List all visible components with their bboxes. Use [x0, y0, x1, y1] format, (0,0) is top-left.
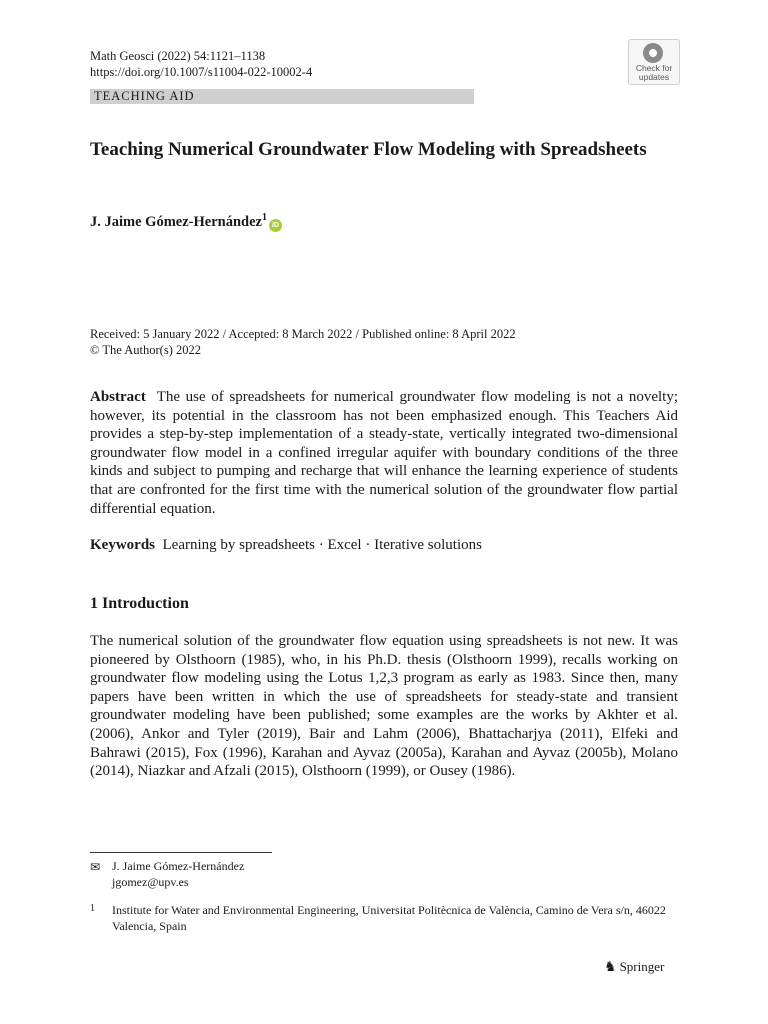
section-heading-introduction: 1 Introduction: [90, 595, 189, 612]
envelope-icon: ✉: [90, 860, 101, 874]
badge-text: Check for updates: [635, 63, 673, 82]
abstract: [90, 388, 678, 518]
section-label: TEACHING AID: [94, 89, 195, 103]
orcid-icon[interactable]: iD: [269, 219, 282, 232]
article-title: Teaching Numerical Groundwater Flow Modeling with Spreadsheets: [90, 139, 647, 160]
footnote-author: J. Jaime Gómez-Hernández: [112, 859, 245, 873]
crossmark-icon: [643, 43, 663, 63]
footnote-rule: [90, 852, 272, 853]
abstract-label: Abstract: [90, 389, 146, 405]
author-name: J. Jaime Gómez-Hernández: [90, 213, 262, 230]
keywords: [90, 536, 678, 555]
footnote-email[interactable]: jgomez@upv.es: [112, 875, 189, 889]
footnote-affiliation: Institute for Water and Environmental Engineering, Universitat Politècnica de València, Camino de Vera s/n, 46022 Valencia, Spain: [112, 903, 666, 933]
author-line: [90, 209, 282, 232]
introduction-paragraph: [90, 632, 678, 781]
publisher-logo: [604, 958, 664, 976]
article-copyright: © The Author(s) 2022: [90, 343, 201, 357]
check-for-updates-badge[interactable]: [628, 39, 680, 85]
author-affil-sup: 1: [261, 212, 267, 223]
doi-link[interactable]: https://doi.org/10.1007/s11004-022-10002-4: [90, 65, 313, 79]
keywords-text: Learning by spreadsheets · Excel · Iterative solutions: [162, 537, 482, 553]
springer-horse-icon: ♞: [604, 959, 617, 975]
abstract-text: The use of spreadsheets for numerical groundwater flow modeling is not a novelty; however, its potential in the classroom has not been emphasized enough. This Teachers Aid provides a step-by-step implementation of a steady-state, vertically integrated two-dimensional groundwater flow model in a confined irregular aquifer with boundary conditions of the three kinds and subject to pumping and recharge that will enhance the learning experience of students that are confronted for the first time with the numerical solution of the groundwater flow partial differential equation.: [90, 389, 678, 517]
article-meta: [90, 326, 516, 358]
footnote-affil-num: 1: [90, 903, 95, 914]
publisher-name: Springer: [619, 959, 665, 974]
keywords-label: Keywords: [90, 537, 155, 553]
introduction-text: The numerical solution of the groundwater flow equation using spreadsheets is not new. It was pioneered by Olsthoorn (1985), who, in his Ph.D. thesis (Olsthoorn 1999), recalls working on groundwater flow modeling using the Lotus 1,2,3 program as early as 1983. Since then, many papers have been written in which the use of spreadsheets for steady-state and transient groundwater modeling have been published; some examples are the works by Akhter et al. (2006), Ankor and Tyler (2019), Bair and Lahm (2006), Bhattacharjya (2011), Elfeki and Bahrawi (2015), Fox (1996), Karahan and Ayvaz (2005a), Karahan and Ayvaz (2005b), Molano (2014), Niazkar and Afzali (2015), Olsthoorn (1999), or Ousey (1986).: [90, 633, 678, 780]
article-dates: Received: 5 January 2022 / Accepted: 8 March 2022 / Published online: 8 April 2022: [90, 327, 516, 341]
journal-line: Math Geosci (2022) 54:1121–1138: [90, 49, 266, 63]
